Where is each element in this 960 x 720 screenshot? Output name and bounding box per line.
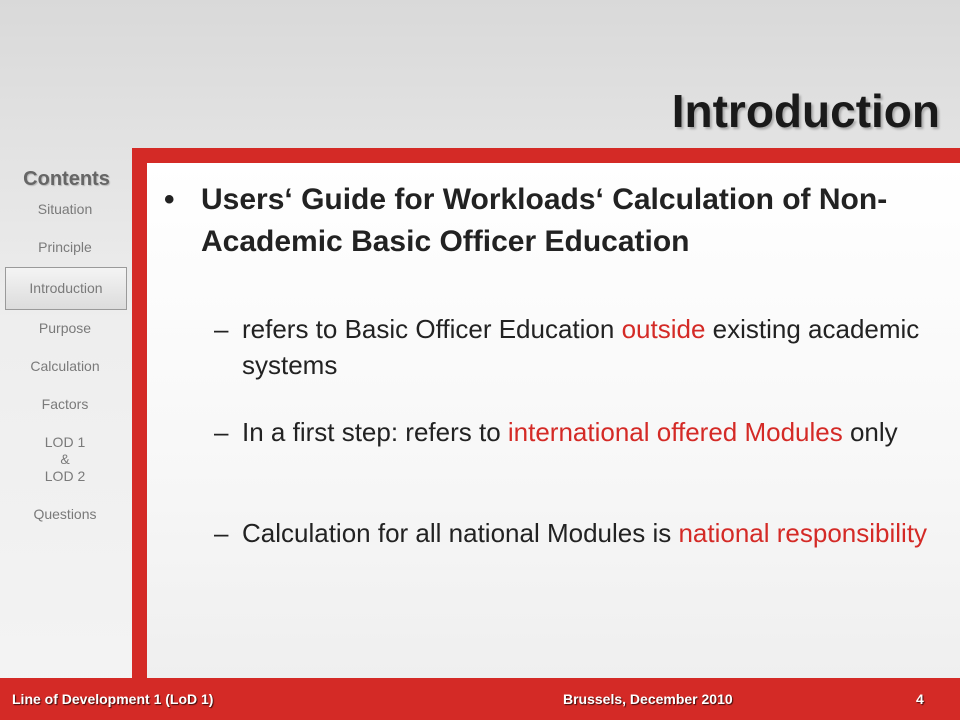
sidebar-item-situation[interactable]: Situation xyxy=(37,201,93,217)
sub-bullet-dash: – xyxy=(214,518,229,548)
sub-bullet xyxy=(214,414,934,450)
sidebar-item-factors[interactable]: Factors xyxy=(41,396,89,412)
sub-bullet-text xyxy=(214,515,934,551)
footer-bar xyxy=(0,678,960,720)
red-frame-left xyxy=(132,148,147,678)
sidebar-item-introduction[interactable]: Introduction xyxy=(5,267,127,310)
footer-center-text: Brussels, December 2010 xyxy=(563,691,733,707)
slide-title: Introduction xyxy=(671,85,940,137)
sidebar-item-lod-line-2: & xyxy=(60,451,70,467)
sub-bullet xyxy=(214,515,934,551)
sidebar-item-principle[interactable]: Principle xyxy=(38,239,92,255)
contents-sidebar xyxy=(0,168,130,534)
sub-bullet-highlight: national responsibility xyxy=(678,518,928,548)
sub-bullet-dash: – xyxy=(214,314,229,344)
red-frame-top xyxy=(132,148,960,163)
sidebar-item-lod[interactable] xyxy=(0,424,130,496)
sub-bullet-text-before: Calculation for all national Modules is xyxy=(242,518,679,548)
bullet-dot: • xyxy=(164,183,175,216)
sub-bullet-highlight: outside xyxy=(621,314,706,344)
sidebar-item-lod-line-3: LOD 2 xyxy=(44,468,86,484)
sub-bullet-text-after: only xyxy=(842,417,898,447)
sidebar-item-questions[interactable]: Questions xyxy=(33,506,97,522)
sidebar-heading: Contents xyxy=(23,168,110,190)
sub-bullet-text-before: In a first step: refers to xyxy=(242,417,508,447)
sub-bullet-text xyxy=(214,311,934,383)
footer-left-text: Line of Development 1 (LoD 1) xyxy=(12,691,214,707)
sub-bullet-text xyxy=(214,414,934,450)
main-bullet-text: Users‘ Guide for Workloads‘ Calculation of Non-Academic Basic Officer Education xyxy=(201,183,888,258)
sub-bullet xyxy=(214,311,934,383)
sub-bullet-dash: – xyxy=(214,417,229,447)
page-number: 4 xyxy=(916,691,924,707)
main-bullet xyxy=(164,179,948,263)
sub-bullet-text-before: refers to Basic Officer Education xyxy=(242,314,622,344)
sub-bullet-highlight: international offered Modules xyxy=(507,417,843,447)
sidebar-item-calculation[interactable]: Calculation xyxy=(30,358,100,374)
sidebar-item-lod-line-1: LOD 1 xyxy=(44,434,86,450)
sub-bullet-text-after: existing academic systems xyxy=(242,314,920,380)
sidebar-item-purpose[interactable]: Purpose xyxy=(38,320,92,336)
